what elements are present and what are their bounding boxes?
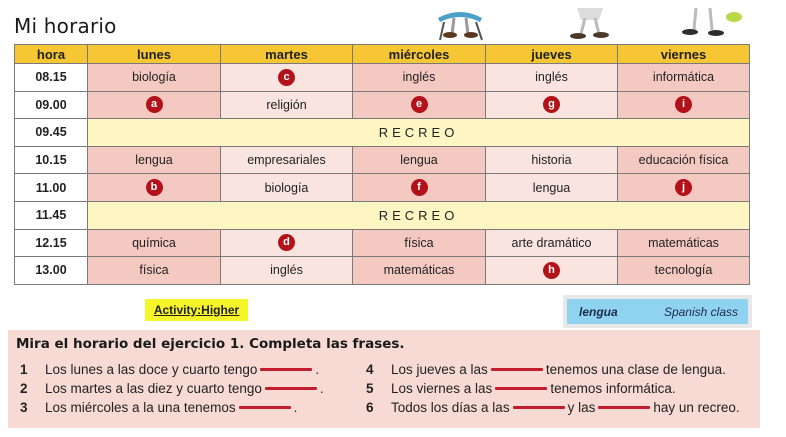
gap-badge: a (146, 96, 163, 113)
sentence-end: hay un recreo. (653, 400, 740, 415)
break-cell: RECREO (88, 201, 750, 229)
subject-cell: educación física (618, 146, 750, 174)
hour-cell: 13.00 (15, 257, 88, 285)
key-term: lengua (579, 304, 618, 319)
hour-cell: 08.15 (15, 64, 88, 92)
sentence-4 (366, 362, 726, 377)
gap-badge: b (146, 179, 163, 196)
subject-cell: empresariales (221, 146, 353, 174)
gap-cell (221, 229, 353, 257)
header-martes: martes (221, 45, 353, 64)
sentence-end: . (293, 400, 298, 415)
table-row (15, 201, 750, 229)
sentence-number: 2 (20, 381, 28, 396)
gap-cell (88, 174, 221, 202)
feet-on-chair-illustration (430, 4, 492, 42)
subject-cell: lengua (88, 146, 221, 174)
sentence-text: Los viernes a las (391, 381, 493, 396)
sentence-text: Los lunes a las doce y cuarto tengo (45, 362, 258, 377)
break-cell: RECREO (88, 119, 750, 147)
table-row (15, 91, 750, 119)
answer-blank[interactable] (265, 387, 317, 390)
subject-cell: arte dramático (486, 229, 618, 257)
gap-badge: f (411, 179, 428, 196)
sentence-number: 4 (366, 362, 374, 377)
sentence-end: . (319, 381, 324, 396)
gap-badge: d (278, 234, 295, 251)
hour-cell: 11.45 (15, 201, 88, 229)
sentence-text: Los jueves a las (391, 362, 488, 377)
table-row (15, 229, 750, 257)
header-jueves: jueves (486, 45, 618, 64)
gap-badge: j (675, 179, 692, 196)
vocabulary-key-inner (567, 299, 748, 324)
answer-blank[interactable] (598, 406, 650, 409)
header-miercoles: miércoles (353, 45, 486, 64)
table-row (15, 119, 750, 147)
subject-cell: lengua (353, 146, 486, 174)
subject-cell: lengua (486, 174, 618, 202)
gap-cell (221, 64, 353, 92)
hour-cell: 09.45 (15, 119, 88, 147)
table-row (15, 146, 750, 174)
sentence-3 (20, 400, 297, 415)
subject-cell: matemáticas (353, 257, 486, 285)
header-viernes: viernes (618, 45, 750, 64)
sentence-text: Los martes a las diez y cuarto tengo (45, 381, 262, 396)
subject-cell: biología (88, 64, 221, 92)
timetable (14, 44, 750, 285)
subject-cell: biología (221, 174, 353, 202)
exercise-panel (8, 330, 760, 428)
subject-cell: química (88, 229, 221, 257)
table-row (15, 257, 750, 285)
subject-cell: matemáticas (618, 229, 750, 257)
answer-blank[interactable] (260, 368, 312, 371)
sentence-text: Los miércoles a la una tenemos (45, 400, 236, 415)
sentence-5 (366, 381, 676, 396)
subject-cell: informática (618, 64, 750, 92)
subject-cell: religión (221, 91, 353, 119)
sentence-end: tenemos una clase de lengua. (545, 362, 726, 377)
subject-cell: inglés (221, 257, 353, 285)
sentence-1 (20, 362, 319, 377)
sentence-6 (366, 400, 740, 415)
gap-cell (353, 91, 486, 119)
feet-with-ball-illustration (676, 4, 744, 42)
gap-badge: i (675, 96, 692, 113)
sentence-end: . (315, 362, 320, 377)
hour-cell: 11.00 (15, 174, 88, 202)
sentence-2 (20, 381, 324, 396)
vocabulary-key (563, 295, 752, 328)
key-meaning: Spanish class (663, 304, 738, 319)
hour-cell: 09.00 (15, 91, 88, 119)
header-hora: hora (15, 45, 88, 64)
gap-cell (618, 174, 750, 202)
gap-cell (486, 257, 618, 285)
subject-cell: historia (486, 146, 618, 174)
answer-blank[interactable] (239, 406, 291, 409)
gap-badge: e (411, 96, 428, 113)
answer-blank[interactable] (495, 387, 547, 390)
subject-cell: física (353, 229, 486, 257)
sentence-number: 5 (366, 381, 374, 396)
activity-label: Activity:Higher (145, 299, 248, 321)
answer-blank[interactable] (491, 368, 543, 371)
hour-cell: 10.15 (15, 146, 88, 174)
gap-cell (618, 91, 750, 119)
sentence-number: 3 (20, 400, 28, 415)
timetable-header (15, 45, 750, 64)
sentence-end: tenemos informática. (550, 381, 676, 396)
gap-badge: h (543, 262, 560, 279)
subject-cell: inglés (353, 64, 486, 92)
gap-cell (486, 91, 618, 119)
subject-cell: tecnología (618, 257, 750, 285)
answer-blank[interactable] (513, 406, 565, 409)
sentence-number: 1 (20, 362, 28, 377)
table-row (15, 64, 750, 92)
exercise-title: Mira el horario del ejercicio 1. Completa las frases. (16, 336, 405, 352)
gap-badge: g (543, 96, 560, 113)
hour-cell: 12.15 (15, 229, 88, 257)
sentence-text: Todos los días a las (391, 400, 510, 415)
page-title: Mi horario (14, 14, 117, 38)
subject-cell: inglés (486, 64, 618, 92)
header-lunes: lunes (88, 45, 221, 64)
gap-cell (88, 91, 221, 119)
feet-walking-illustration (565, 4, 615, 42)
gap-badge: c (278, 69, 295, 86)
table-row (15, 174, 750, 202)
gap-cell (353, 174, 486, 202)
sentence-number: 6 (366, 400, 374, 415)
subject-cell: física (88, 257, 221, 285)
sentence-middle: y las (567, 400, 596, 415)
